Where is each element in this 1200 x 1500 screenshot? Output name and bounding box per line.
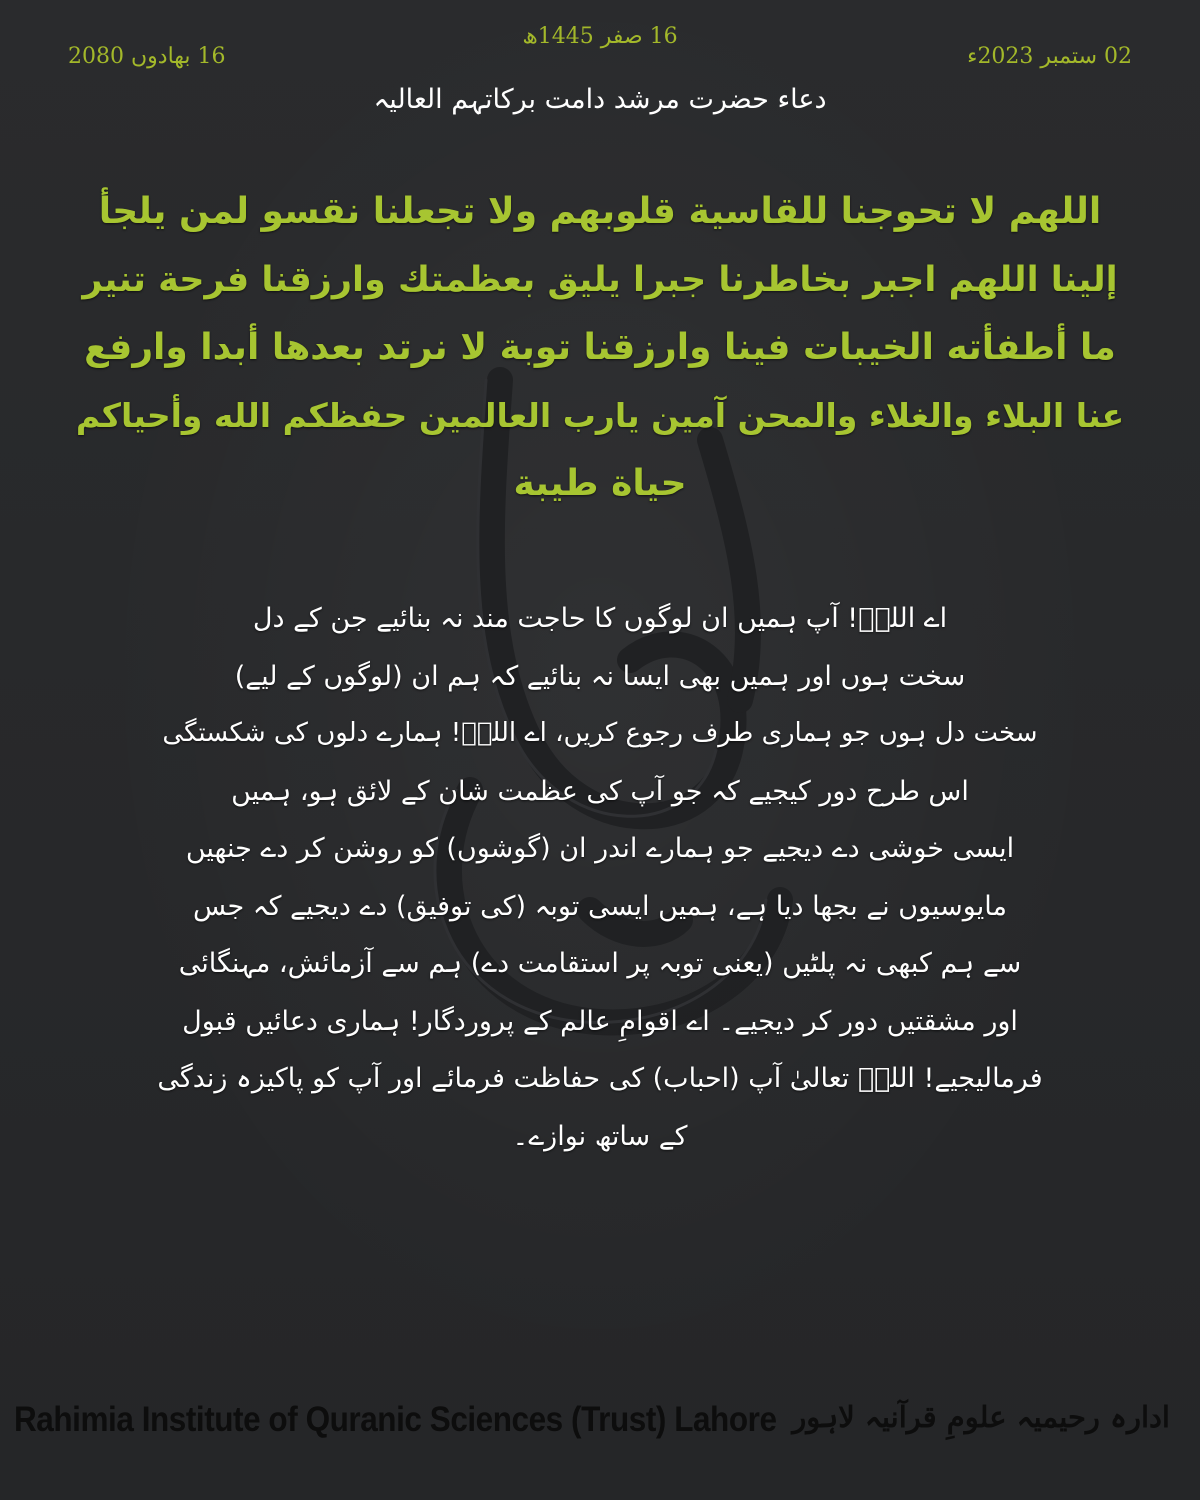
arabic-line: ما أطفأته الخيبات فينا وارزقنا توبة لا نرتد بعدها أبدا وارفع xyxy=(84,327,1116,368)
institute-logo xyxy=(788,1394,1180,1470)
arabic-line: اللهم لا تحوجنا للقاسية قلوبهم ولا تجعلنا نقسو لمن يلجأ xyxy=(98,191,1102,232)
urdu-translation xyxy=(150,590,1050,1165)
urdu-line: سخت ہوں اور ہمیں بھی ایسا نہ بنائیے کہ ہم ان (لوگوں کے لیے) xyxy=(234,660,966,692)
institute-logo-text: ادارہ رحیمیہ علومِ قرآنیہ لاہور xyxy=(792,1400,1170,1434)
arabic-line: عنا البلاء والغلاء والمحن آمين يارب العالمين حفظكم الله وأحياكم xyxy=(75,396,1125,435)
arabic-dua xyxy=(70,178,1130,518)
hijri-date: 16 صفر 1445ھ xyxy=(522,24,678,49)
institute-name: Rahimia Institute of Quranic Sciences (Trust) Lahore xyxy=(14,1400,777,1439)
urdu-line: کے ساتھ نوازے۔ xyxy=(512,1120,688,1152)
urdu-line: مایوسیوں نے بجھا دیا ہے، ہمیں ایسی توبہ (کی توفیق) دے دیجیے کہ جس xyxy=(193,890,1007,922)
arabic-line: إلينا اللهم اجبر بخاطرنا جبرا يليق بعظمتك وارزقنا فرحة تنير xyxy=(82,260,1118,300)
arabic-line: حياة طيبة xyxy=(513,463,687,504)
urdu-line: فرمالیجیے! اللہؒ تعالیٰ آپ (احباب) کی حفاظت فرمائے اور آپ کو پاکیزہ زندگی xyxy=(157,1063,1043,1094)
urdu-line: سے ہم کبھی نہ پلٹیں (یعنی توبہ پر استقامت دے) ہم سے آزمائش، مہنگائی xyxy=(178,948,1022,979)
urdu-line: اے اللہؒ! آپ ہمیں ان لوگوں کا حاجت مند نہ بنائیے جن کے دل xyxy=(252,603,948,634)
urdu-line: اس طرح دور کیجیے کہ جو آپ کی عظمت شان کے لائق ہو، ہمیں xyxy=(231,775,969,807)
gregorian-date: 02 ستمبر 2023ء xyxy=(967,44,1132,69)
urdu-line: ایسی خوشی دے دیجیے جو ہمارے اندر ان (گوشوں) کو روشن کر دے جنھیں xyxy=(185,833,1015,864)
dua-heading: دعاء حضرت مرشد دامت برکاتہم العالیہ xyxy=(373,84,827,115)
urdu-line: سخت دل ہوں جو ہماری طرف رجوع کریں، اے اللہؒ! ہمارے دلوں کی شکستگی xyxy=(162,718,1038,748)
urdu-line: اور مشقتیں دور کر دیجیے۔ اے اقوامِ عالم کے پروردگار! ہماری دعائیں قبول xyxy=(182,1005,1018,1037)
bikrami-date: 16 بھادوں 2080 xyxy=(68,44,226,69)
